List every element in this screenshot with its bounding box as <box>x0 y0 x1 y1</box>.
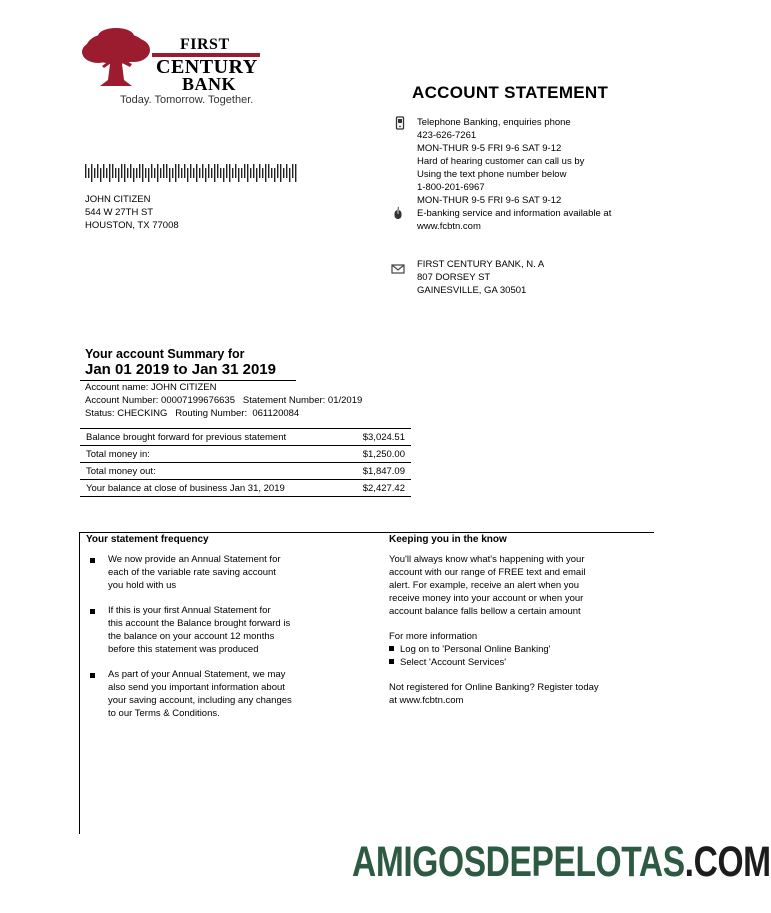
status-line: Status: CHECKING Routing Number: 061120084 <box>85 408 300 419</box>
phone-line: Using the text phone number below <box>417 169 567 180</box>
know-body <box>389 553 629 618</box>
register-note <box>389 681 629 707</box>
list-item <box>90 668 310 720</box>
bank-logo-tree <box>80 28 152 95</box>
logo-bank-text: BANK <box>182 74 237 94</box>
list-item <box>90 553 310 593</box>
list-item-text: Select 'Account Services' <box>400 657 507 668</box>
divider <box>79 532 80 834</box>
phone-line: 1-800-201-6967 <box>417 182 485 193</box>
row-label: Balance brought forward for previous statement <box>80 429 344 446</box>
list-item-text <box>108 553 308 592</box>
text-line: Not registered for Online Banking? Register today <box>389 682 599 693</box>
more-info-label: For more information <box>389 631 478 642</box>
balance-table <box>80 428 411 497</box>
register-link[interactable]: at www.fcbtn.com <box>389 695 464 706</box>
phone-line: MON-THUR 9-5 FRI 9-6 SAT 9-12 <box>417 195 562 206</box>
text-line: your saving account, including any changes <box>108 695 292 706</box>
ebanking-line: E-banking service and information available at <box>417 208 612 219</box>
frequency-heading: Your statement frequency <box>86 534 209 545</box>
text-line: account balance falls bellow a certain amount <box>389 606 581 617</box>
row-amount: $2,427.42 <box>344 480 411 497</box>
text-line: You'll always know what's happening with your <box>389 554 585 565</box>
customer-name: JOHN CITIZEN <box>85 194 151 205</box>
phone-line: 423-626-7261 <box>417 130 477 141</box>
text-line: account with our range of FREE text and email <box>389 567 586 578</box>
text-line: the balance on your account 12 months <box>108 631 275 642</box>
text-line: receive money into your account or when your <box>389 593 584 604</box>
list-item-text: Log on to 'Personal Online Banking' <box>400 644 551 655</box>
mouse-icon <box>391 206 405 225</box>
list-item-text <box>108 604 308 656</box>
bank-tagline: Today. Tomorrow. Together. <box>120 94 254 106</box>
bullet <box>90 558 95 563</box>
watermark-domain: .COM <box>684 838 771 886</box>
text-line: you hold with us <box>108 580 177 591</box>
list-item <box>389 656 506 669</box>
text-line: to our Terms & Conditions. <box>108 708 220 719</box>
phone-line: Telephone Banking, enquiries phone <box>417 117 571 128</box>
watermark <box>352 838 771 887</box>
bullet <box>389 659 394 664</box>
row-amount: $1,847.09 <box>344 463 411 480</box>
text-line: As part of your Annual Statement, we may <box>108 669 286 680</box>
row-amount: $1,250.00 <box>344 446 411 463</box>
text-line: If this is your first Annual Statement for <box>108 605 271 616</box>
account-name: Account name: JOHN CITIZEN <box>85 382 217 393</box>
statement-title: ACCOUNT STATEMENT <box>412 83 609 102</box>
customer-address <box>85 193 179 232</box>
table-row <box>80 480 411 497</box>
list-item <box>90 604 310 656</box>
row-label: Total money out: <box>80 463 344 480</box>
account-number-line: Account Number: 00007199676635 Statement Number: 01/2019 <box>85 395 363 406</box>
table-row <box>80 429 411 446</box>
table-row <box>80 463 411 480</box>
summary-period: Jan 01 2019 to Jan 31 2019 <box>85 361 276 378</box>
bullet <box>90 609 95 614</box>
mail-line: GAINESVILLE, GA 30501 <box>417 285 527 296</box>
summary-heading: Your account Summary for <box>85 347 245 361</box>
row-label: Your balance at close of business Jan 31, 2019 <box>80 480 344 497</box>
text-line: also send you important information about <box>108 682 285 693</box>
phone-line: MON-THUR 9-5 FRI 9-6 SAT 9-12 <box>417 143 562 154</box>
text-line: each of the variable rate saving account <box>108 567 276 578</box>
envelope-icon <box>391 262 405 281</box>
know-heading: Keeping you in the know <box>389 534 507 545</box>
list-item-text <box>108 668 308 720</box>
logo-century-text: CENTURY <box>156 56 258 78</box>
bullet <box>389 646 394 651</box>
list-item <box>389 643 550 656</box>
table-row <box>80 446 411 463</box>
row-label: Total money in: <box>80 446 344 463</box>
mail-line: FIRST CENTURY BANK, N. A <box>417 259 545 270</box>
text-line: before this statement was produced <box>108 644 259 655</box>
text-line: this account the Balance brought forward is <box>108 618 291 629</box>
account-info <box>85 381 362 420</box>
logo-first-text: FIRST <box>180 36 230 53</box>
customer-city: HOUSTON, TX 77008 <box>85 220 179 231</box>
postal-barcode <box>85 164 297 187</box>
phone-icon <box>393 116 407 135</box>
row-amount: $3,024.51 <box>344 429 411 446</box>
text-line: alert. For example, receive an alert when you <box>389 580 580 591</box>
ebanking-url[interactable]: www.fcbtn.com <box>417 221 481 232</box>
phone-line: Hard of hearing customer can call us by <box>417 156 585 167</box>
divider <box>80 532 654 533</box>
text-line: We now provide an Annual Statement for <box>108 554 281 565</box>
customer-street: 544 W 27TH ST <box>85 207 154 218</box>
bullet <box>90 673 95 678</box>
mail-line: 807 DORSEY ST <box>417 272 491 283</box>
watermark-text: AMIGOSDEPELOTAS <box>352 838 685 886</box>
